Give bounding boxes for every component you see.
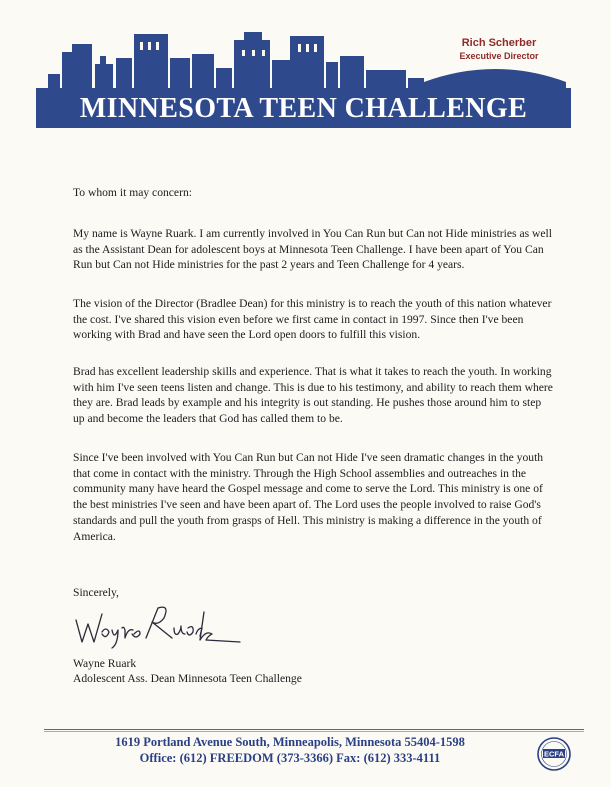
paragraph-introduction: My name is Wayne Ruark. I am currently involved in You Can Run but Can not Hide ministries as well as the Assistant Dean for adolescent boys at Minnesota Teen Challenge. I have been apart of You Can Run but Can not Hide ministries for the past 2 years and Teen Challenge for 4 years. [73,227,552,272]
footer-divider [44,729,584,730]
seal-text: ECFA [543,749,565,759]
handwritten-signature [72,598,242,650]
paragraph-impact: Since I've been involved with You Can Run but Can not Hide I've seen dramatic changes in the youth that come in contact with the ministry. Through the High School assemblies and outreaches in the community many have heard the Gospel message and come to serve the Lord. This ministry is one of the best ministries I've seen and have been apart of. The Lord uses the people involved to raise God's standards and pull the youth from grasps of Hell. This ministry is making a difference in the youth of America. [73,451,544,543]
signer-title: Adolescent Ass. Dean Minnesota Teen Challenge [73,672,302,685]
paragraph-leadership: Brad has excellent leadership skills and experience. That is what it takes to reach the youth. In working with him I've seen teens listen and change. This is due to his testimony, and ability to reach them where they are. Brad leads by example and his integrity is out standing. He pushes those around him to step up and become the leaders that God has called them to be. [73,365,553,426]
footer-divider-secondary [44,731,584,732]
director-title: Executive Director [459,51,539,61]
organization-name: MINNESOTA TEEN CHALLENGE [79,93,528,124]
ecfa-seal-icon [537,737,571,771]
closing: Sincerely, [73,586,119,599]
letterhead [0,0,611,140]
signer-name: Wayne Ruark [73,657,137,670]
director-name: Rich Scherber [461,37,537,49]
footer-phone: Office: (612) FREEDOM (373-3366) Fax: (612) 333-4111 [139,751,441,765]
footer-address: 1619 Portland Avenue South, Minneapolis, Minnesota 55404-1598 [115,735,465,749]
paragraph-vision: The vision of the Director (Bradlee Dean) for this ministry is to reach the youth of this nation whatever the cost. I've shared this vision even before we first came in contact in 1997. Since then I've been working with Brad and have seen the Lord open doors to fulfill this vision. [73,297,552,342]
salutation: To whom it may concern: [73,186,192,199]
director-info [424,36,574,62]
